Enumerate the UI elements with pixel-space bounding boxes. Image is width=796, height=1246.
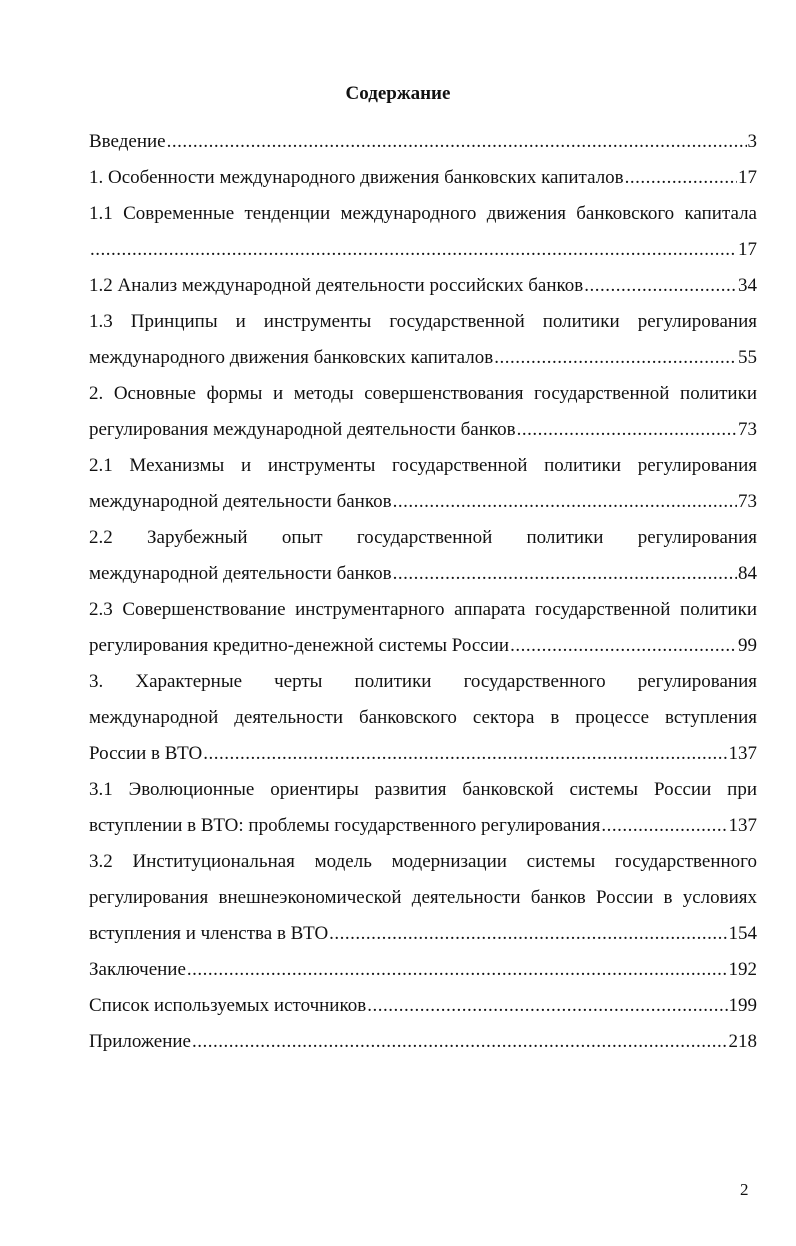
dot-leader [187,952,728,988]
toc-entry [89,988,757,1024]
toc-entry [89,952,757,988]
toc-entry-line: 3.2 Институциональная модель модернизации системы государственного [89,851,757,872]
toc-entry-page: 84 [738,563,757,584]
toc-entry-leader-line [89,952,757,988]
toc-entry [89,304,757,376]
toc-entry-page: 137 [728,743,757,764]
toc-entry-line: 3. Характерные черты политики государственного регулирования [89,671,757,692]
dot-leader [517,412,737,448]
toc-entry-leader-line [89,160,757,196]
toc-entry [89,268,757,304]
dot-leader [329,916,727,952]
dot-leader [510,628,737,664]
toc-entry-line: 2.2 Зарубежный опыт государственной политики регулирования [89,527,757,548]
toc-entry-page: 17 [738,167,757,188]
toc-entry-title: Заключение [89,959,186,980]
toc-entry-page: 55 [738,347,757,368]
dot-leader [584,268,737,304]
dot-leader [601,808,727,844]
toc-entry-page: 17 [738,239,757,260]
dot-leader [367,988,727,1024]
toc-entry-page: 34 [738,275,757,296]
toc-entry-line: международной деятельности банковского сектора в процессе вступления [89,707,757,728]
toc-entry-leader-line [89,268,757,304]
dot-leader [393,556,737,592]
toc-entry-line: регулирования внешнеэкономической деятельности банков России в условиях [89,887,757,908]
toc-entry-line: 2.1 Механизмы и инструменты государственной политики регулирования [89,455,757,476]
toc-entry [89,376,757,448]
toc-entry-line: 2. Основные формы и методы совершенствования государственной политики [89,383,757,404]
toc-entry [89,844,757,952]
toc-entry-title: международной деятельности банков [89,491,392,512]
toc-entry-title: 1. Особенности международного движения банковских капиталов [89,167,624,188]
toc-entry-page: 218 [728,1031,757,1052]
toc-entry [89,1024,757,1060]
toc-entry-leader-line [89,484,757,520]
dot-leader [90,232,737,268]
toc-entry-title: вступлении в ВТО: проблемы государственного регулирования [89,815,601,836]
toc-entry [89,160,757,196]
toc-entry-title: международного движения банковских капиталов [89,347,494,368]
toc-entry-title: международной деятельности банков [89,563,392,584]
toc-entry [89,592,757,664]
toc-entry [89,772,757,844]
toc-entry-leader-line [89,628,757,664]
dot-leader [167,124,747,160]
toc-entry-page: 99 [738,635,757,656]
toc-entry [89,664,757,772]
toc-entry-leader-line [89,808,757,844]
toc-entry-line: 1.3 Принципы и инструменты государственной политики регулирования [89,311,757,332]
toc-entry-page: 73 [738,419,757,440]
toc-entry [89,196,757,268]
dot-leader [393,484,737,520]
toc-entry-leader-line [89,736,757,772]
toc-entry-title: Список используемых источников [89,995,367,1016]
toc-entry-leader-line [89,556,757,592]
toc-entry [89,124,757,160]
toc-entry-title: России в ВТО [89,743,203,764]
dot-leader [625,160,737,196]
toc-entry [89,448,757,520]
toc-entry-leader-line [89,232,757,268]
toc-entry-leader-line [89,124,757,160]
dot-leader [203,736,727,772]
toc-entry-title: вступления и членства в ВТО [89,923,329,944]
toc-entry-title: 1.2 Анализ международной деятельности российских банков [89,275,584,296]
toc-entry [89,520,757,592]
toc-entry-line: 3.1 Эволюционные ориентиры развития банковской системы России при [89,779,757,800]
toc-entry-page: 192 [728,959,757,980]
toc-entry-page: 73 [738,491,757,512]
toc-entry-line: 1.1 Современные тенденции международного движения банковского капитала [89,203,757,224]
page-number: 2 [740,1180,749,1199]
dot-leader [494,340,737,376]
toc-entry-page: 199 [728,995,757,1016]
toc-entry-line: 2.3 Совершенствование инструментарного аппарата государственной политики [89,599,757,620]
table-of-contents [89,124,757,1060]
page-title: Содержание [345,83,451,104]
toc-entry-leader-line [89,916,757,952]
toc-entry-leader-line [89,988,757,1024]
toc-entry-page: 3 [747,131,757,152]
toc-entry-title: регулирования кредитно-денежной системы России [89,635,510,656]
toc-entry-page: 137 [728,815,757,836]
toc-entry-leader-line [89,1024,757,1060]
toc-entry-title: Введение [89,131,166,152]
toc-entry-page: 154 [728,923,757,944]
dot-leader [192,1024,728,1060]
toc-entry-leader-line [89,340,757,376]
toc-entry-leader-line [89,412,757,448]
toc-entry-title: регулирования международной деятельности банков [89,419,516,440]
toc-entry-title: Приложение [89,1031,191,1052]
